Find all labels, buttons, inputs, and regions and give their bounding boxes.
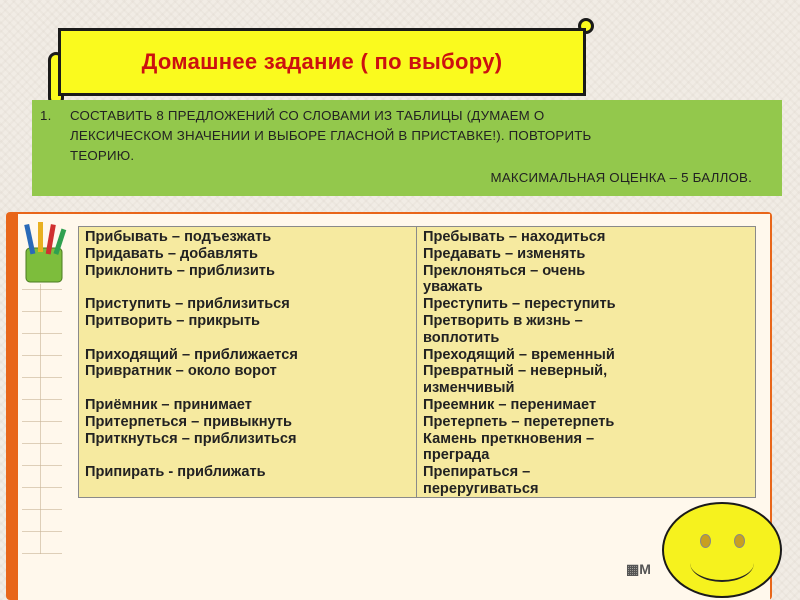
table-cell: Камень преткновения – (423, 430, 595, 447)
task-line: ТЕОРИЮ. (70, 148, 135, 163)
table-cell: уважать (423, 279, 483, 296)
smiley-mouth (690, 544, 754, 582)
table-cell: Превратный – неверный, (423, 363, 608, 380)
table-cell: Приткнуться – приблизиться (85, 430, 297, 447)
table-cell: Преступить – переступить (423, 296, 616, 313)
table-cell: Придавать – добавлять (85, 245, 258, 262)
table-cell: Предавать – изменять (423, 245, 586, 262)
table-cell: Препираться – (423, 464, 531, 481)
max-score-text: МАКСИМАЛЬНАЯ ОЦЕНКА – 5 БАЛЛОВ. (490, 170, 752, 185)
table-spacer (85, 330, 410, 347)
table-cell: Притворить – прикрыть (85, 312, 260, 329)
table-spacer (85, 380, 410, 397)
task-line: СОСТАВИТЬ 8 ПРЕДЛОЖЕНИЙ СО СЛОВАМИ ИЗ ТАБЛИЦЫ (ДУМАЕМ О (70, 108, 545, 123)
grid-ruler-decoration (22, 284, 62, 554)
table-cell: Преемник – перенимает (423, 396, 597, 413)
table-cell: воплотить (423, 329, 500, 346)
page-title: Домашнее задание ( по выбору) (141, 49, 503, 74)
homework-task-box (32, 100, 782, 196)
table-cell: Прибывать – подъезжать (85, 229, 272, 245)
logo-icon: ▦ (626, 561, 640, 577)
banner-body (58, 28, 586, 96)
table-cell: преграда (423, 447, 490, 464)
table-column-pri (79, 227, 417, 497)
site-logo (626, 561, 676, 579)
pencil-cup-icon (18, 222, 70, 284)
task-number: 1. (40, 108, 52, 123)
table-cell: переругиваться (423, 480, 539, 497)
task-line: ЛЕКСИЧЕСКОМ ЗНАЧЕНИИ И ВЫБОРЕ ГЛАСНОЙ В ПРИСТАВКЕ!). ПОВТОРИТЬ (70, 128, 592, 143)
table-cell: Преклоняться – очень (423, 262, 586, 279)
title-scroll-banner (46, 18, 594, 88)
table-cell: Пребывать – находиться (423, 229, 606, 245)
table-column-pre (417, 227, 755, 497)
table-cell: Претерпеть – перетерпеть (423, 413, 615, 430)
table-cell: Припирать - приближать (85, 464, 266, 481)
table-cell: Приходящий – приближается (85, 346, 298, 363)
table-spacer (85, 279, 410, 296)
table-cell: Преходящий – временный (423, 346, 615, 363)
logo-text: M (639, 561, 651, 577)
table-cell: Претворить в жизнь – (423, 312, 583, 329)
table-spacer (85, 447, 410, 464)
table-cell: Привратник – около ворот (85, 363, 277, 380)
table-cell: Приступить – приблизиться (85, 296, 290, 313)
table-cell: Притерпеться – привыкнуть (85, 413, 292, 430)
table-cell: Приклонить – приблизить (85, 262, 275, 279)
word-table (78, 226, 756, 498)
table-cell: Приёмник – принимает (85, 396, 252, 413)
smiley-face-icon (662, 502, 782, 598)
table-cell: изменчивый (423, 380, 515, 397)
